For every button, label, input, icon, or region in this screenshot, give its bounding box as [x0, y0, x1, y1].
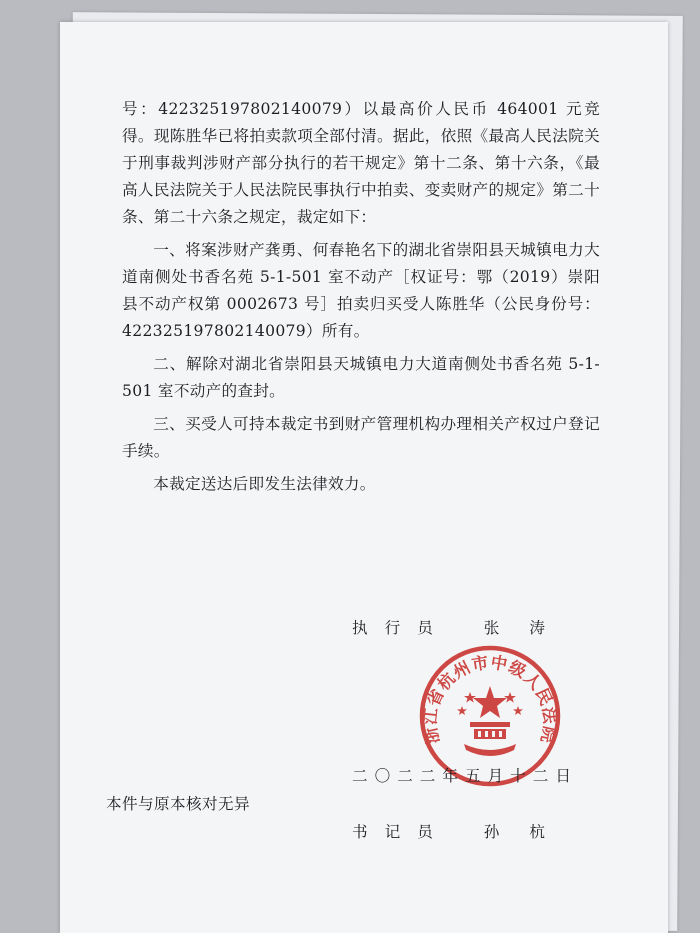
seal-text: 浙江省杭州市中级人民法院 — [420, 652, 560, 746]
verification-note: 本件与原本核对无异 — [106, 795, 250, 813]
ruling-date: 二〇二二年五月十二日 — [352, 767, 578, 785]
clerk-name: 孙杭 — [483, 823, 575, 841]
ruling-effect-statement: 本裁定送达后即发生法律效力。 — [153, 475, 376, 493]
ruling-paragraph-intro: 号：422325197802140079）以最高价人民币 464001 元竞得。现陈胜华已将拍卖款项全部付清。据此，依照《最高人民法院关于刑事裁判涉财产部分执行的若干规定》第十二条、第十六条，《最高人民法院关于人民法院民事执行中拍卖、变卖财产的规定》第二十条、第二十六条之规定，裁定如下： — [122, 100, 600, 226]
national-emblem-icon — [457, 686, 523, 756]
executor-role: 执行员 — [352, 619, 450, 637]
ruling-body — [122, 96, 600, 504]
clerk-role: 书记员 — [352, 823, 450, 841]
ruling-item-two: 二、解除对湖北省崇阳县天城镇电力大道南侧处书香名苑 5-1-501 室不动产的查封。 — [122, 355, 600, 400]
executor-name: 张涛 — [483, 619, 575, 637]
ruling-item-three: 三、买受人可持本裁定书到财产管理机构办理相关产权过户登记手续。 — [122, 415, 600, 460]
ruling-item-one: 一、将案涉财产龚勇、何春艳名下的湖北省崇阳县天城镇电力大道南侧处书香名苑 5-1-501 室不动产［权证号：鄂（2019）崇阳县不动产权第 0002673 号］拍卖归买受人陈胜华（公民身份号：422325197802140079）所有。 — [122, 241, 600, 340]
executor-signature-line — [352, 616, 575, 638]
clerk-signature-line — [352, 820, 575, 842]
